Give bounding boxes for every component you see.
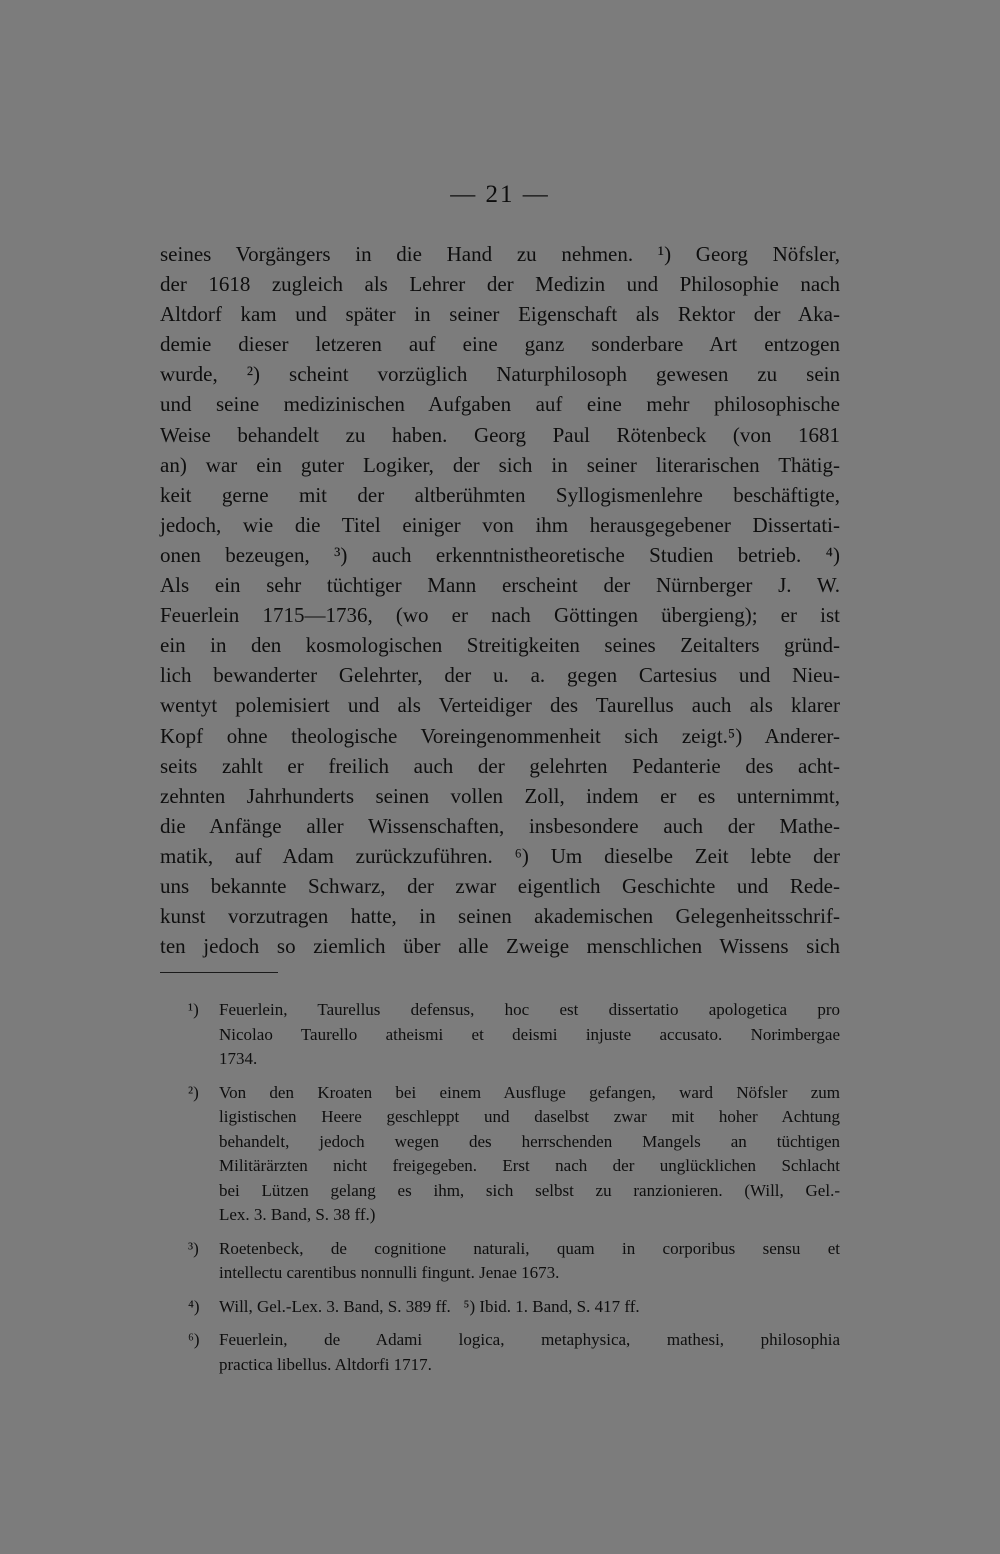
body-line: wentyt polemisiert und als Verteidiger des Taurellus auch als klarer: [160, 693, 840, 718]
footnotes: [188, 998, 840, 1386]
footnote-line: intellectu carentibus nonnulli fingunt. Jenae 1673.: [219, 1263, 560, 1282]
body-text: [160, 239, 840, 961]
body-line: onen bezeugen, ³) auch erkenntnistheoretische Studien betrieb. ⁴): [160, 542, 840, 567]
footnote-3: [188, 1237, 840, 1286]
body-line: jedoch, wie die Titel einiger von ihm herausgegebener Dissertati-: [160, 512, 840, 537]
footnote-6: [188, 1328, 840, 1377]
footnote-line: Von den Kroaten bei einem Ausfluge gefangen, ward Nöfsler zum: [219, 1082, 840, 1102]
body-line: matik, auf Adam zurückzuführen. ⁶) Um dieselbe Zeit lebte der: [160, 843, 840, 868]
footnote-line: ligistischen Heere geschleppt und daselbst zwar mit hoher Achtung: [219, 1107, 840, 1126]
footnote-mark: ²): [188, 1082, 199, 1102]
footnote-line: Feuerlein, Taurellus defensus, hoc est dissertatio apologetica pro: [219, 1000, 840, 1019]
footnote-line: practica libellus. Altdorfi 1717.: [219, 1354, 432, 1374]
footnote-divider: [160, 972, 278, 973]
body-line: seines Vorgängers in die Hand zu nehmen. ¹) Georg Nöfsler,: [160, 242, 840, 266]
body-line: die Anfänge aller Wissenschaften, insbesondere auch der Mathe-: [160, 813, 840, 838]
body-line: ein in den kosmologischen Streitigkeiten seines Zeitalters gründ-: [160, 633, 840, 658]
footnote-2: [188, 1081, 840, 1228]
footnote-line: Nicolao Taurello atheismi et deismi injuste accusato. Norimbergae: [219, 1024, 840, 1044]
body-line: wurde, ²) scheint vorzüglich Naturphilosoph gewesen zu sein: [160, 362, 840, 387]
body-line: seits zahlt er freilich auch der gelehrten Pedanterie des acht-: [160, 753, 840, 778]
footnote-line: Roetenbeck, de cognitione naturali, quam in corporibus sensu et: [219, 1238, 840, 1258]
footnote-mark: ¹): [188, 1000, 199, 1019]
body-line: demie dieser letzeren auf eine ganz sonderbare Art entzogen: [160, 332, 840, 357]
body-line: Als ein sehr tüchtiger Mann erscheint der Nürnberger J. W.: [160, 573, 840, 598]
footnote-mark: ³): [188, 1238, 199, 1258]
body-line: Kopf ohne theologische Voreingenommenheit sich zeigt.⁵) Anderer-: [160, 723, 840, 748]
footnote-line: Feuerlein, de Adami logica, metaphysica, mathesi, philosophia: [219, 1330, 840, 1349]
body-line: ten jedoch so ziemlich über alle Zweige menschlichen Wissens sich: [160, 934, 840, 959]
page-number: — 21 —: [450, 181, 550, 208]
body-line: kunst vorzutragen hatte, in seinen akademischen Gelegenheitsschrif-: [160, 904, 840, 929]
footnote-1: [188, 998, 840, 1072]
footnote-mark: ⁴): [188, 1296, 200, 1316]
body-line: uns bekannte Schwarz, der zwar eigentlich Geschichte und Rede-: [160, 873, 840, 898]
footnote-mark: ⁶): [188, 1330, 200, 1349]
footnote-line: Lex. 3. Band, S. 38 ff.): [219, 1205, 376, 1224]
body-line: Weise behandelt zu haben. Georg Paul Rötenbeck (von 1681: [160, 422, 840, 447]
footnote-line: 1734.: [219, 1049, 258, 1068]
footnote-line: Will, Gel.-Lex. 3. Band, S. 389 ff. ⁵) Ibid. 1. Band, S. 417 ff.: [219, 1296, 640, 1316]
body-line: Altdorf kam und später in seiner Eigenschaft als Rektor der Aka-: [160, 302, 840, 327]
body-line: an) war ein guter Logiker, der sich in seiner literarischen Thätig-: [160, 452, 840, 477]
body-line: lich bewanderter Gelehrter, der u. a. gegen Cartesius und Nieu-: [160, 663, 840, 688]
body-line: zehnten Jahrhunderts seinen vollen Zoll, indem er es unternimmt,: [160, 783, 840, 808]
footnote-line: Militärärzten nicht freigegeben. Erst nach der unglücklichen Schlacht: [219, 1156, 840, 1175]
footnote-line: behandelt, jedoch wegen des herrschenden Mangels an tüchtigen: [219, 1131, 840, 1151]
body-line: der 1618 zugleich als Lehrer der Medizin und Philosophie nach: [160, 272, 840, 297]
body-line: Feuerlein 1715—1736, (wo er nach Göttingen übergieng); er ist: [160, 603, 840, 628]
body-line: und seine medizinischen Aufgaben auf eine mehr philosophische: [160, 392, 840, 417]
body-line: keit gerne mit der altberühmten Syllogismenlehre beschäftigte,: [160, 482, 840, 507]
footnote-line: bei Lützen gelang es ihm, sich selbst zu ranzionieren. (Will, Gel.-: [219, 1180, 840, 1200]
footnote-4: [188, 1295, 840, 1320]
